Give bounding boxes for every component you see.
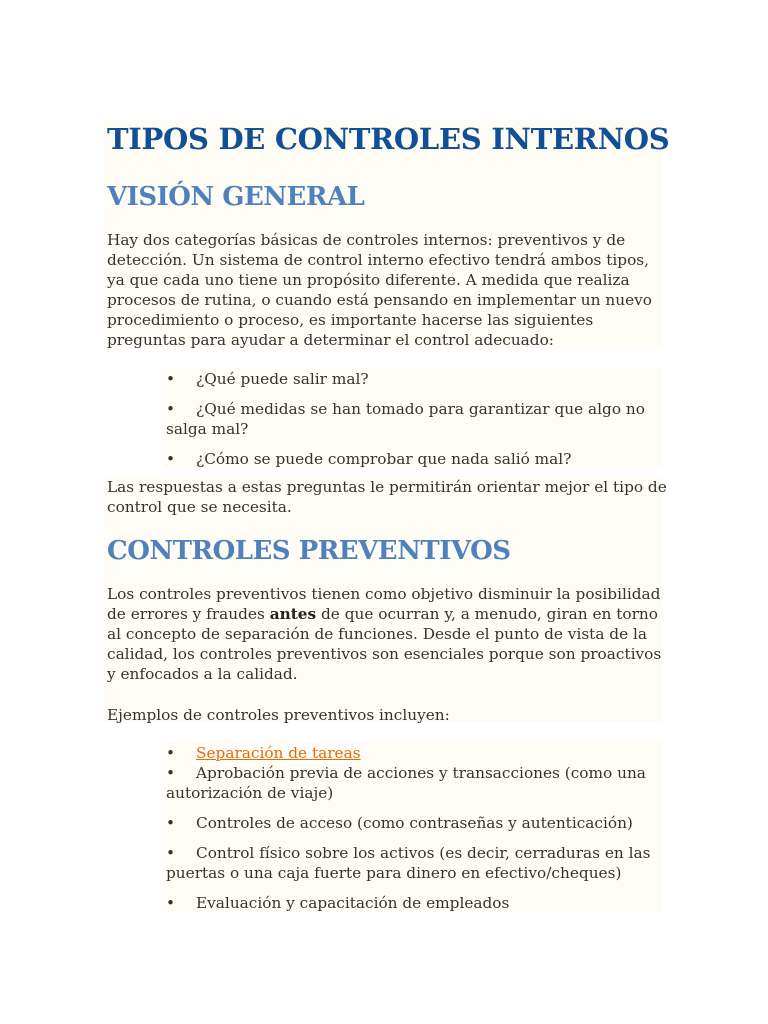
questions-list: [166, 368, 656, 469]
bullet: •: [166, 764, 176, 782]
list-item: [166, 743, 656, 763]
examples-intro: Ejemplos de controles preventivos incluyen:: [107, 706, 450, 724]
examples-list: [166, 743, 656, 913]
intro-paragraph: Hay dos categorías básicas de controles internos: preventivos y de detección. Un sistema de control interno efectivo tendrá ambos tipos, ya que cada uno tiene un propósito diferente. A medida que realiza procesos de rutina, o cuando está pensando en implementar un nuevo procedimiento o proceso, es importante hacerse las siguientes preguntas para ayudar a determinar el control adecuado:: [107, 231, 652, 349]
list-item: • Controles de acceso (como contraseñas y autenticación): [166, 814, 633, 832]
emphasis-antes: antes: [269, 605, 317, 623]
list-item: • ¿Qué puede salir mal?: [166, 370, 369, 388]
bullet: •: [166, 400, 176, 418]
bullet: •: [166, 450, 176, 468]
bullet: •: [166, 744, 176, 762]
bullet: •: [166, 370, 176, 388]
list-item: • Aprobación previa de acciones y transacciones (como una autorización de viaje): [166, 764, 646, 802]
bullet: •: [166, 844, 176, 862]
page-title: TIPOS DE CONTROLES INTERNOS: [107, 122, 670, 156]
heading-controles-preventivos: CONTROLES PREVENTIVOS: [107, 536, 511, 566]
bullet: •: [166, 814, 176, 832]
preventivos-paragraph: Los controles preventivos tienen como objetivo disminuir la posibilidad de errores y fraudes antes de que ocurran y, a menudo, giran en torno al concepto de separación de funciones. Desde el punto de vista de la calidad, los controles preventivos son esenciales porque son proactivos y enfocados a la calidad.: [107, 585, 662, 683]
list-item: • ¿Qué medidas se han tomado para garantizar que algo no salga mal?: [166, 400, 645, 438]
conclusion-paragraph: Las respuestas a estas preguntas le permitirán orientar mejor el tipo de control que se necesita.: [107, 478, 667, 516]
list-item: • Control físico sobre los activos (es decir, cerraduras en las puertas o una caja fuerte para dinero en efectivo/cheques): [166, 844, 651, 882]
list-item: • ¿Cómo se puede comprobar que nada salió mal?: [166, 450, 572, 468]
link-separacion-de-tareas[interactable]: Separación de tareas: [196, 744, 361, 762]
heading-vision-general: VISIÓN GENERAL: [107, 182, 365, 212]
bullet: •: [166, 894, 176, 912]
list-item: • Evaluación y capacitación de empleados: [166, 894, 510, 912]
